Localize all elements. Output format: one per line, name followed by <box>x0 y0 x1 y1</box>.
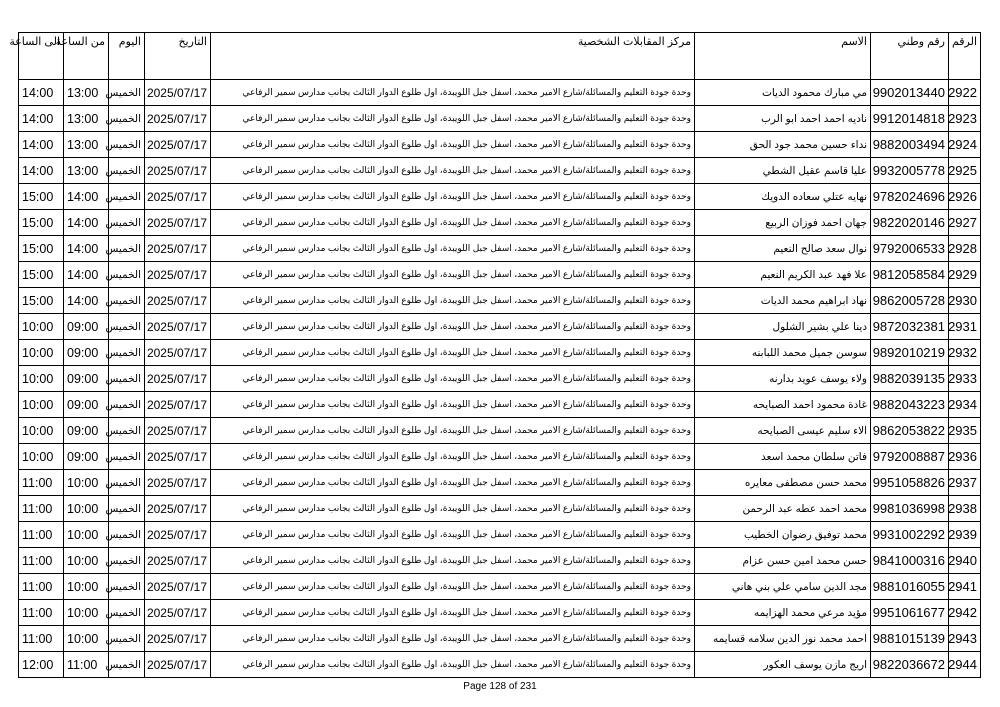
cell-to-time: 11:00 <box>19 626 64 652</box>
table-row <box>19 418 981 444</box>
cell-date: 2025/07/17 <box>145 340 211 366</box>
cell-number: 2938 <box>949 496 981 522</box>
cell-name: مجد الدين سامي علي بني هاني <box>695 574 871 600</box>
cell-date: 2025/07/17 <box>145 652 211 678</box>
cell-number: 2940 <box>949 548 981 574</box>
cell-to-time: 10:00 <box>19 392 64 418</box>
cell-date: 2025/07/17 <box>145 444 211 470</box>
cell-day: الخميس <box>109 418 145 444</box>
table-row <box>19 288 981 314</box>
cell-center: وحدة جودة التعليم والمسائلة/شارع الامير محمد، اسفل جبل اللويبدة، اول طلوع الدوار الثالث بجانب مدارس سمير الرفاعي <box>211 132 695 158</box>
cell-to-time: 15:00 <box>19 184 64 210</box>
cell-number: 2942 <box>949 600 981 626</box>
cell-national-id: 9882039135 <box>871 366 949 392</box>
cell-national-id: 9872032381 <box>871 314 949 340</box>
cell-center: وحدة جودة التعليم والمسائلة/شارع الامير محمد، اسفل جبل اللويبدة، اول طلوع الدوار الثالث بجانب مدارس سمير الرفاعي <box>211 522 695 548</box>
table-row <box>19 392 981 418</box>
cell-number: 2928 <box>949 236 981 262</box>
cell-name: عليا قاسم عقيل الشطي <box>695 158 871 184</box>
table-row <box>19 626 981 652</box>
cell-center: وحدة جودة التعليم والمسائلة/شارع الامير محمد، اسفل جبل اللويبدة، اول طلوع الدوار الثالث بجانب مدارس سمير الرفاعي <box>211 496 695 522</box>
cell-number: 2933 <box>949 366 981 392</box>
cell-name: حسن محمد امين حسن عزام <box>695 548 871 574</box>
cell-name: غادة محمود احمد الصبايحه <box>695 392 871 418</box>
cell-date: 2025/07/17 <box>145 392 211 418</box>
cell-to-time: 14:00 <box>19 80 64 106</box>
cell-from-time: 10:00 <box>64 470 109 496</box>
cell-name: اريج مازن يوسف العكور <box>695 652 871 678</box>
cell-from-time: 10:00 <box>64 548 109 574</box>
cell-center: وحدة جودة التعليم والمسائلة/شارع الامير محمد، اسفل جبل اللويبدة، اول طلوع الدوار الثالث بجانب مدارس سمير الرفاعي <box>211 366 695 392</box>
cell-day: الخميس <box>109 210 145 236</box>
cell-center: وحدة جودة التعليم والمسائلة/شارع الامير محمد، اسفل جبل اللويبدة، اول طلوع الدوار الثالث بجانب مدارس سمير الرفاعي <box>211 288 695 314</box>
table-row <box>19 574 981 600</box>
cell-to-time: 11:00 <box>19 548 64 574</box>
cell-day: الخميس <box>109 444 145 470</box>
cell-to-time: 10:00 <box>19 314 64 340</box>
cell-number: 2943 <box>949 626 981 652</box>
cell-to-time: 15:00 <box>19 210 64 236</box>
table-row <box>19 600 981 626</box>
cell-to-time: 10:00 <box>19 444 64 470</box>
header-day: اليوم <box>109 33 145 80</box>
cell-national-id: 9912014818 <box>871 106 949 132</box>
cell-to-time: 12:00 <box>19 652 64 678</box>
table-row <box>19 548 981 574</box>
cell-date: 2025/07/17 <box>145 626 211 652</box>
cell-name: محمد حسن مصطفى معايره <box>695 470 871 496</box>
cell-from-time: 09:00 <box>64 418 109 444</box>
header-to-time: الى الساعة <box>19 33 64 80</box>
cell-from-time: 09:00 <box>64 314 109 340</box>
cell-from-time: 10:00 <box>64 600 109 626</box>
cell-name: احمد محمد نور الدين سلامه قسايمه <box>695 626 871 652</box>
cell-from-time: 13:00 <box>64 132 109 158</box>
cell-center: وحدة جودة التعليم والمسائلة/شارع الامير محمد، اسفل جبل اللويبدة، اول طلوع الدوار الثالث بجانب مدارس سمير الرفاعي <box>211 574 695 600</box>
cell-day: الخميس <box>109 600 145 626</box>
cell-day: الخميس <box>109 106 145 132</box>
cell-day: الخميس <box>109 574 145 600</box>
cell-to-time: 11:00 <box>19 574 64 600</box>
cell-name: نوال سعد صالح النعيم <box>695 236 871 262</box>
cell-day: الخميس <box>109 262 145 288</box>
cell-day: الخميس <box>109 288 145 314</box>
cell-number: 2936 <box>949 444 981 470</box>
cell-name: محمد احمد عطه عبد الرحمن <box>695 496 871 522</box>
cell-from-time: 09:00 <box>64 340 109 366</box>
cell-date: 2025/07/17 <box>145 522 211 548</box>
cell-name: نداء حسين محمد جود الحق <box>695 132 871 158</box>
table-row <box>19 210 981 236</box>
cell-national-id: 9841000316 <box>871 548 949 574</box>
cell-to-time: 11:00 <box>19 470 64 496</box>
cell-national-id: 9882043223 <box>871 392 949 418</box>
cell-name: دينا علي بشير الشلول <box>695 314 871 340</box>
cell-number: 2925 <box>949 158 981 184</box>
cell-to-time: 10:00 <box>19 418 64 444</box>
cell-date: 2025/07/17 <box>145 366 211 392</box>
cell-from-time: 09:00 <box>64 392 109 418</box>
cell-center: وحدة جودة التعليم والمسائلة/شارع الامير محمد، اسفل جبل اللويبدة، اول طلوع الدوار الثالث بجانب مدارس سمير الرفاعي <box>211 262 695 288</box>
table-row <box>19 314 981 340</box>
cell-center: وحدة جودة التعليم والمسائلة/شارع الامير محمد، اسفل جبل اللويبدة، اول طلوع الدوار الثالث بجانب مدارس سمير الرفاعي <box>211 444 695 470</box>
cell-center: وحدة جودة التعليم والمسائلة/شارع الامير محمد، اسفل جبل اللويبدة، اول طلوع الدوار الثالث بجانب مدارس سمير الرفاعي <box>211 236 695 262</box>
cell-national-id: 9792008887 <box>871 444 949 470</box>
cell-from-time: 14:00 <box>64 262 109 288</box>
cell-national-id: 9902013440 <box>871 80 949 106</box>
cell-center: وحدة جودة التعليم والمسائلة/شارع الامير محمد، اسفل جبل اللويبدة، اول طلوع الدوار الثالث بجانب مدارس سمير الرفاعي <box>211 340 695 366</box>
cell-day: الخميس <box>109 340 145 366</box>
cell-day: الخميس <box>109 158 145 184</box>
cell-center: وحدة جودة التعليم والمسائلة/شارع الامير محمد، اسفل جبل اللويبدة، اول طلوع الدوار الثالث بجانب مدارس سمير الرفاعي <box>211 626 695 652</box>
cell-number: 2927 <box>949 210 981 236</box>
cell-national-id: 9981036998 <box>871 496 949 522</box>
cell-to-time: 15:00 <box>19 236 64 262</box>
header-national-id: رقم وطني <box>871 33 949 80</box>
cell-from-time: 13:00 <box>64 80 109 106</box>
cell-from-time: 13:00 <box>64 158 109 184</box>
cell-day: الخميس <box>109 626 145 652</box>
cell-to-time: 10:00 <box>19 366 64 392</box>
cell-center: وحدة جودة التعليم والمسائلة/شارع الامير محمد، اسفل جبل اللويبدة، اول طلوع الدوار الثالث بجانب مدارس سمير الرفاعي <box>211 548 695 574</box>
table-row <box>19 366 981 392</box>
cell-date: 2025/07/17 <box>145 418 211 444</box>
header-from-time: من الساعة <box>64 33 109 80</box>
cell-date: 2025/07/17 <box>145 470 211 496</box>
cell-national-id: 9951058826 <box>871 470 949 496</box>
header-date: التاريخ <box>145 33 211 80</box>
cell-date: 2025/07/17 <box>145 314 211 340</box>
cell-name: ناديه احمد احمد ابو الرب <box>695 106 871 132</box>
cell-national-id: 9951061677 <box>871 600 949 626</box>
cell-to-time: 14:00 <box>19 132 64 158</box>
header-center: مركز المقابلات الشخصية <box>211 33 695 80</box>
table-row <box>19 262 981 288</box>
cell-name: ولاء يوسف عويد بدارنه <box>695 366 871 392</box>
cell-national-id: 9881016055 <box>871 574 949 600</box>
cell-name: جهان احمد فوزان الربيع <box>695 210 871 236</box>
cell-date: 2025/07/17 <box>145 106 211 132</box>
cell-date: 2025/07/17 <box>145 496 211 522</box>
page-footer: Page 128 of 231 <box>463 681 537 692</box>
cell-number: 2922 <box>949 80 981 106</box>
cell-national-id: 9862005728 <box>871 288 949 314</box>
cell-from-time: 10:00 <box>64 626 109 652</box>
cell-number: 2934 <box>949 392 981 418</box>
cell-number: 2924 <box>949 132 981 158</box>
cell-number: 2944 <box>949 652 981 678</box>
cell-from-time: 11:00 <box>64 652 109 678</box>
table-header-row <box>19 33 981 80</box>
cell-date: 2025/07/17 <box>145 600 211 626</box>
table-row <box>19 132 981 158</box>
cell-name: سوسن جميل محمد اللبابنه <box>695 340 871 366</box>
cell-date: 2025/07/17 <box>145 236 211 262</box>
cell-day: الخميس <box>109 548 145 574</box>
cell-day: الخميس <box>109 314 145 340</box>
cell-number: 2937 <box>949 470 981 496</box>
cell-name: مي مبارك محمود الديات <box>695 80 871 106</box>
table-row <box>19 340 981 366</box>
cell-day: الخميس <box>109 132 145 158</box>
cell-date: 2025/07/17 <box>145 158 211 184</box>
cell-from-time: 14:00 <box>64 236 109 262</box>
cell-from-time: 10:00 <box>64 522 109 548</box>
cell-date: 2025/07/17 <box>145 574 211 600</box>
cell-number: 2930 <box>949 288 981 314</box>
cell-to-time: 11:00 <box>19 522 64 548</box>
cell-day: الخميس <box>109 236 145 262</box>
cell-date: 2025/07/17 <box>145 262 211 288</box>
cell-center: وحدة جودة التعليم والمسائلة/شارع الامير محمد، اسفل جبل اللويبدة، اول طلوع الدوار الثالث بجانب مدارس سمير الرفاعي <box>211 314 695 340</box>
table-row <box>19 184 981 210</box>
cell-date: 2025/07/17 <box>145 548 211 574</box>
cell-center: وحدة جودة التعليم والمسائلة/شارع الامير محمد، اسفل جبل اللويبدة، اول طلوع الدوار الثالث بجانب مدارس سمير الرفاعي <box>211 392 695 418</box>
cell-to-time: 11:00 <box>19 496 64 522</box>
table-row <box>19 106 981 132</box>
table-row <box>19 444 981 470</box>
cell-name: محمد توفيق رضوان الخطيب <box>695 522 871 548</box>
cell-day: الخميس <box>109 496 145 522</box>
cell-national-id: 9931002292 <box>871 522 949 548</box>
cell-from-time: 13:00 <box>64 106 109 132</box>
cell-day: الخميس <box>109 522 145 548</box>
cell-national-id: 9862053822 <box>871 418 949 444</box>
cell-national-id: 9892010219 <box>871 340 949 366</box>
table-row <box>19 158 981 184</box>
table-row <box>19 470 981 496</box>
cell-date: 2025/07/17 <box>145 184 211 210</box>
cell-day: الخميس <box>109 184 145 210</box>
cell-day: الخميس <box>109 80 145 106</box>
table-row <box>19 496 981 522</box>
cell-day: الخميس <box>109 366 145 392</box>
cell-center: وحدة جودة التعليم والمسائلة/شارع الامير محمد، اسفل جبل اللويبدة، اول طلوع الدوار الثالث بجانب مدارس سمير الرفاعي <box>211 210 695 236</box>
cell-date: 2025/07/17 <box>145 288 211 314</box>
table-row <box>19 80 981 106</box>
cell-center: وحدة جودة التعليم والمسائلة/شارع الامير محمد، اسفل جبل اللويبدة، اول طلوع الدوار الثالث بجانب مدارس سمير الرفاعي <box>211 418 695 444</box>
cell-day: الخميس <box>109 470 145 496</box>
cell-name: مؤيد مرعي محمد الهزايمه <box>695 600 871 626</box>
cell-to-time: 11:00 <box>19 600 64 626</box>
cell-from-time: 14:00 <box>64 210 109 236</box>
cell-national-id: 9932005778 <box>871 158 949 184</box>
cell-name: نهايه عتلي سعاده الدويك <box>695 184 871 210</box>
cell-center: وحدة جودة التعليم والمسائلة/شارع الامير محمد، اسفل جبل اللويبدة، اول طلوع الدوار الثالث بجانب مدارس سمير الرفاعي <box>211 106 695 132</box>
cell-date: 2025/07/17 <box>145 210 211 236</box>
cell-number: 2926 <box>949 184 981 210</box>
cell-center: وحدة جودة التعليم والمسائلة/شارع الامير محمد، اسفل جبل اللويبدة، اول طلوع الدوار الثالث بجانب مدارس سمير الرفاعي <box>211 652 695 678</box>
table-row <box>19 236 981 262</box>
cell-number: 2941 <box>949 574 981 600</box>
cell-center: وحدة جودة التعليم والمسائلة/شارع الامير محمد، اسفل جبل اللويبدة، اول طلوع الدوار الثالث بجانب مدارس سمير الرفاعي <box>211 158 695 184</box>
cell-from-time: 14:00 <box>64 184 109 210</box>
cell-name: فاتن سلطان محمد اسعد <box>695 444 871 470</box>
cell-national-id: 9822020146 <box>871 210 949 236</box>
cell-from-time: 09:00 <box>64 444 109 470</box>
cell-name: الاء سليم عيسى الصبايحه <box>695 418 871 444</box>
table-row <box>19 522 981 548</box>
cell-number: 2929 <box>949 262 981 288</box>
cell-from-time: 09:00 <box>64 366 109 392</box>
cell-day: الخميس <box>109 392 145 418</box>
cell-number: 2932 <box>949 340 981 366</box>
cell-number: 2935 <box>949 418 981 444</box>
cell-national-id: 9882003494 <box>871 132 949 158</box>
cell-to-time: 10:00 <box>19 340 64 366</box>
cell-to-time: 14:00 <box>19 158 64 184</box>
cell-national-id: 9881015139 <box>871 626 949 652</box>
cell-to-time: 15:00 <box>19 262 64 288</box>
cell-day: الخميس <box>109 652 145 678</box>
table-row <box>19 652 981 678</box>
header-number: الرقم <box>949 33 981 80</box>
cell-center: وحدة جودة التعليم والمسائلة/شارع الامير محمد، اسفل جبل اللويبدة، اول طلوع الدوار الثالث بجانب مدارس سمير الرفاعي <box>211 80 695 106</box>
cell-center: وحدة جودة التعليم والمسائلة/شارع الامير محمد، اسفل جبل اللويبدة، اول طلوع الدوار الثالث بجانب مدارس سمير الرفاعي <box>211 600 695 626</box>
cell-date: 2025/07/17 <box>145 80 211 106</box>
cell-date: 2025/07/17 <box>145 132 211 158</box>
cell-to-time: 15:00 <box>19 288 64 314</box>
cell-from-time: 10:00 <box>64 496 109 522</box>
header-name: الاسم <box>695 33 871 80</box>
cell-name: علا فهد عبد الكريم النعيم <box>695 262 871 288</box>
cell-center: وحدة جودة التعليم والمسائلة/شارع الامير محمد، اسفل جبل اللويبدة، اول طلوع الدوار الثالث بجانب مدارس سمير الرفاعي <box>211 470 695 496</box>
cell-from-time: 14:00 <box>64 288 109 314</box>
cell-number: 2923 <box>949 106 981 132</box>
cell-name: نهاد ابراهيم محمد الديات <box>695 288 871 314</box>
cell-number: 2939 <box>949 522 981 548</box>
interview-schedule-table <box>9 32 981 678</box>
cell-national-id: 9822036672 <box>871 652 949 678</box>
cell-center: وحدة جودة التعليم والمسائلة/شارع الامير محمد، اسفل جبل اللويبدة، اول طلوع الدوار الثالث بجانب مدارس سمير الرفاعي <box>211 184 695 210</box>
cell-from-time: 10:00 <box>64 574 109 600</box>
cell-number: 2931 <box>949 314 981 340</box>
cell-national-id: 9782024696 <box>871 184 949 210</box>
cell-national-id: 9812058584 <box>871 262 949 288</box>
cell-to-time: 14:00 <box>19 106 64 132</box>
cell-national-id: 9792006533 <box>871 236 949 262</box>
